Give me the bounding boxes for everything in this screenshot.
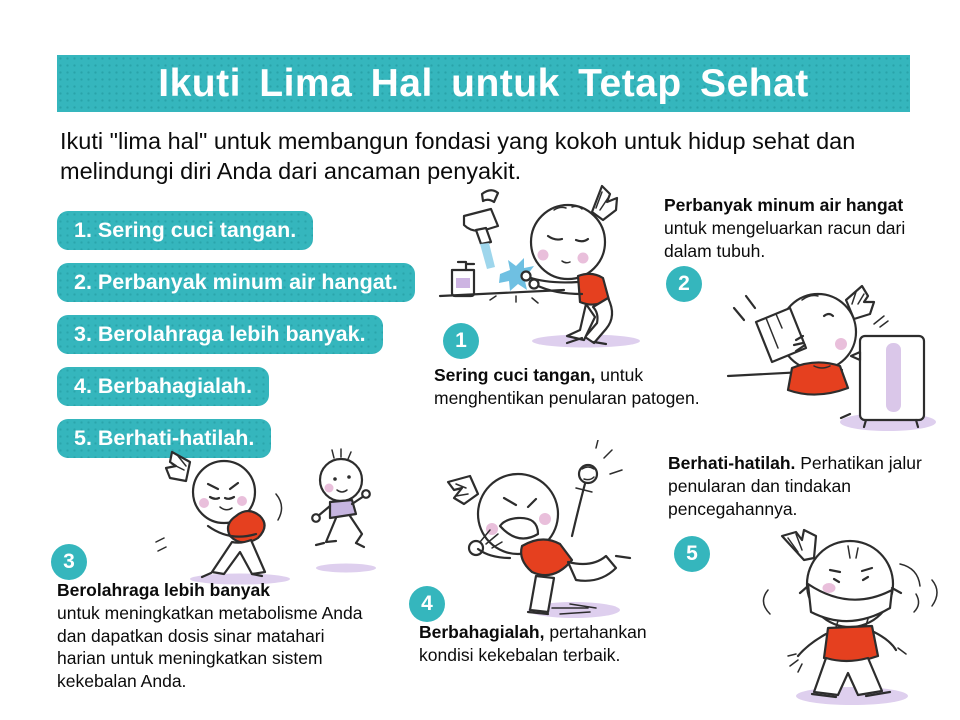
- step-caption-1: [434, 364, 710, 410]
- caption-rest: untuk mengeluarkan racun dari dalam tubuh.: [664, 217, 906, 261]
- exercising-illustration: [138, 446, 393, 588]
- cheering-illustration: [424, 440, 642, 622]
- tip-list: [57, 211, 415, 471]
- caption-rest: untuk meningkatkan metabolisme Anda dan dapatkan dosis sinar matahari harian untuk meningkatkan sistem kekebalan Anda.: [57, 602, 363, 691]
- tip-pill-4: 4. Berbahagialah.: [57, 367, 269, 406]
- page-title: Ikuti Lima Hal untuk Tetap Sehat: [158, 61, 809, 105]
- caption-rest: Perhatikan jalur penularan dan tindakan pencegahannya.: [668, 453, 922, 519]
- tip-pill-5: 5. Berhati-hatilah.: [57, 419, 271, 458]
- tip-pill-3: 3. Berolahraga lebih banyak.: [57, 315, 383, 354]
- step-caption-3: [57, 579, 371, 693]
- caption-bold: Berbahagialah,: [419, 622, 545, 642]
- step-number-badge: 3: [51, 544, 87, 580]
- tip-pill-1: 1. Sering cuci tangan.: [57, 211, 313, 250]
- caption-bold: Perbanyak minum air hangat: [664, 195, 904, 215]
- step-number-badge: 5: [674, 536, 710, 572]
- tip-pill-2: 2. Perbanyak minum air hangat.: [57, 263, 415, 302]
- step-caption-2: [664, 194, 922, 262]
- caption-bold: Sering cuci tangan,: [434, 365, 596, 385]
- step-caption-4: [419, 621, 685, 667]
- step-number-badge: 2: [666, 266, 702, 302]
- caption-rest: untuk menghentikan penularan patogen.: [434, 365, 700, 408]
- step-number-badge: 4: [409, 586, 445, 622]
- caption-bold: Berhati-hatilah.: [668, 453, 796, 473]
- step-number-badge: 1: [443, 323, 479, 359]
- mask-illustration: [752, 526, 947, 708]
- caption-rest: pertahankan kondisi kekebalan terbaik.: [419, 622, 647, 665]
- intro-text: Ikuti "lima hal" untuk membangun fondasi yang kokoh untuk hidup sehat dan melindungi diri Anda dari ancaman penyakit.: [60, 128, 856, 185]
- drinking-water-illustration: [726, 282, 941, 434]
- step-caption-5: [668, 452, 922, 520]
- caption-bold: Berolahraga lebih banyak: [57, 580, 270, 600]
- title-banner: [57, 55, 910, 112]
